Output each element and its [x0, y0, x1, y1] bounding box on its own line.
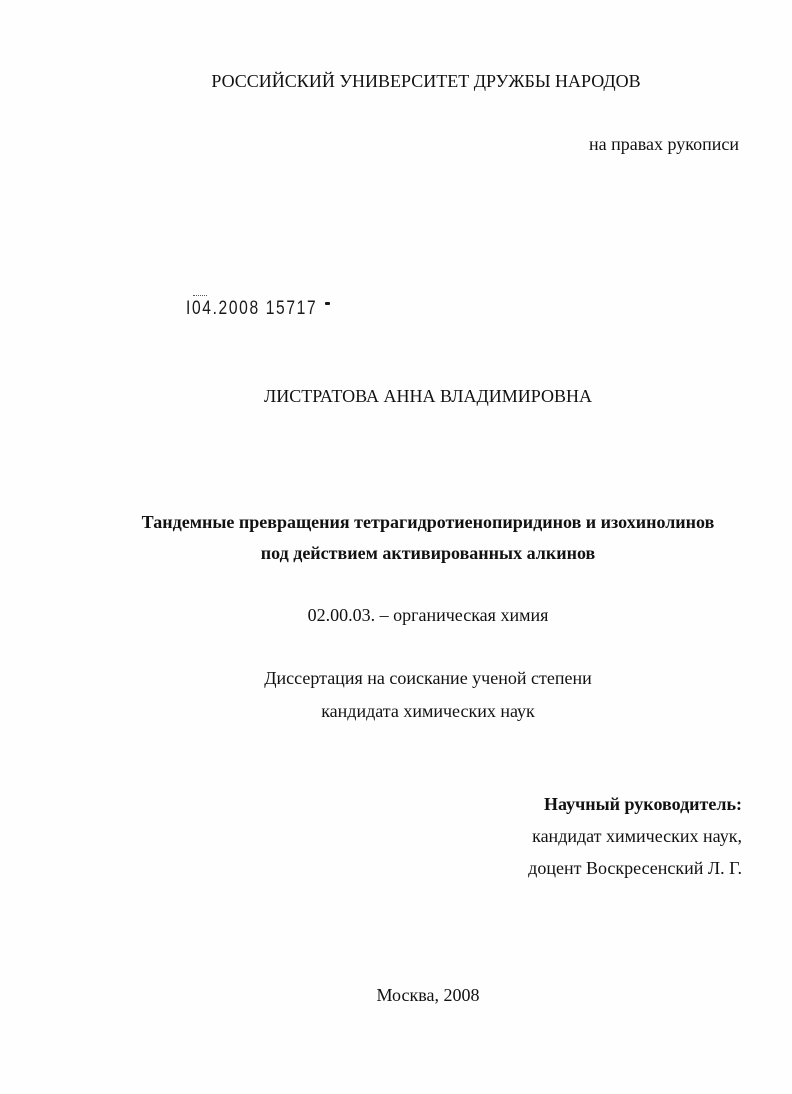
registration-stamp: I04.2008 15717: [186, 298, 318, 319]
dissertation-title-line-2: под действием активированных алкинов: [260, 543, 596, 563]
supervisor-heading: Научный руководитель:: [544, 794, 742, 814]
dissertation-title-line-1: Тандемные превращения тетрагидротиенопиридинов и изохинолинов: [141, 512, 715, 532]
supervisor-degree: кандидат химических наук,: [532, 826, 742, 846]
degree-line-1: Диссертация на соискание ученой степени: [264, 668, 592, 688]
supervisor-name: доцент Воскресенский Л. Г.: [528, 858, 742, 878]
university-name: РОССИЙСКИЙ УНИВЕРСИТЕТ ДРУЖБЫ НАРОДОВ: [211, 71, 641, 91]
stamp-mark: [325, 302, 330, 305]
author-name: ЛИСТРАТОВА АННА ВЛАДИМИРОВНА: [264, 386, 592, 406]
place-and-year: Москва, 2008: [376, 985, 480, 1005]
degree-line-2: кандидата химических наук: [321, 701, 535, 721]
manuscript-note: на правах рукописи: [589, 134, 739, 154]
specialty-code: 02.00.03. – органическая химия: [307, 605, 549, 625]
